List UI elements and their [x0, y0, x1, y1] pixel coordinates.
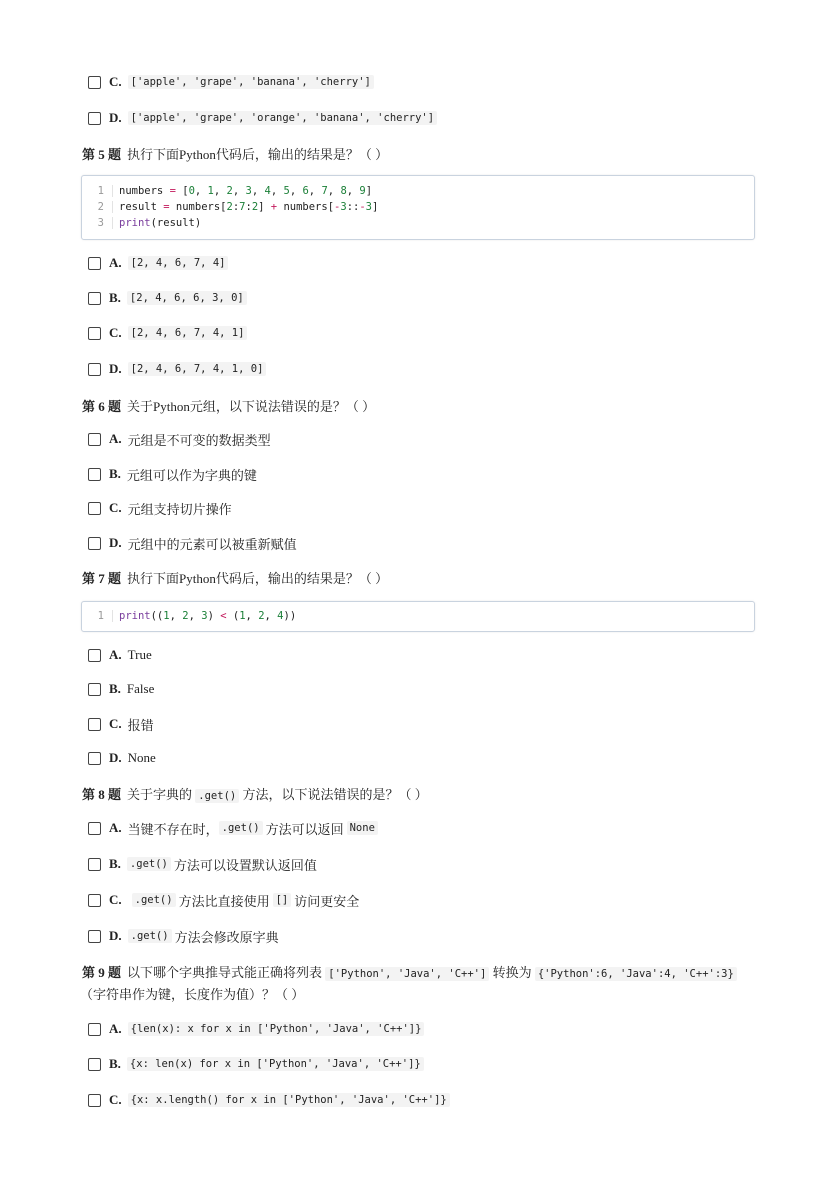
code-token: 1 — [239, 610, 246, 622]
question-number: 第 9 题 — [82, 965, 122, 980]
code-token: , — [270, 185, 284, 197]
code-token: : — [232, 201, 240, 213]
option-d[interactable] — [88, 533, 297, 553]
checkbox[interactable] — [88, 1058, 101, 1071]
option-letter: B. — [109, 856, 121, 871]
inline-code: .get() — [195, 789, 239, 803]
code-token: 4 — [264, 185, 271, 197]
code-token: , — [169, 610, 183, 622]
option-letter: C. — [109, 1092, 122, 1107]
option-text: 元组可以作为字典的键 — [126, 467, 257, 483]
option-code: ['apple', 'grape', 'orange', 'banana', 'cherry'] — [128, 111, 437, 125]
option-c[interactable] — [88, 323, 247, 343]
option-code: [2, 4, 6, 6, 3, 0] — [127, 291, 247, 305]
inline-code: .get() — [219, 821, 263, 835]
code-token: , — [188, 610, 202, 622]
code-token: 7 — [239, 201, 246, 213]
option-code: {x: len(x) for x in ['Python', 'Java', 'C++']} — [127, 1057, 424, 1071]
checkbox[interactable] — [88, 537, 101, 550]
option-letter: A. — [109, 647, 122, 662]
option-d[interactable] — [88, 108, 437, 128]
option-letter: C. — [109, 500, 122, 515]
option-letter: D. — [109, 928, 122, 943]
code-token: - — [334, 201, 341, 213]
code-token: , — [251, 185, 265, 197]
checkbox[interactable] — [88, 257, 101, 270]
option-code: [2, 4, 6, 7, 4, 1, 0] — [128, 362, 267, 376]
code-token: , — [213, 185, 227, 197]
checkbox[interactable] — [88, 76, 101, 89]
option-letter: D. — [109, 110, 122, 125]
code-token: ) — [207, 610, 221, 622]
checkbox[interactable] — [88, 683, 101, 696]
code-token: numbers — [119, 185, 170, 197]
option-letter: D. — [109, 535, 122, 550]
option-b[interactable] — [88, 679, 154, 699]
code-token: < — [220, 610, 227, 622]
checkbox[interactable] — [88, 327, 101, 340]
code-token: : — [245, 201, 252, 213]
code-token: ( — [226, 610, 240, 622]
code-token: print — [119, 217, 151, 229]
option-text: 元组支持切片操作 — [127, 501, 232, 517]
checkbox[interactable] — [88, 894, 101, 907]
option-letter: A. — [109, 255, 122, 270]
code-token: 6 — [302, 185, 309, 197]
code-token: 3 — [365, 201, 372, 213]
option-b[interactable] — [88, 854, 317, 874]
checkbox[interactable] — [88, 292, 101, 305]
option-c[interactable] — [88, 890, 359, 910]
option-a[interactable] — [88, 253, 228, 273]
option-letter: A. — [109, 1021, 122, 1036]
checkbox[interactable] — [88, 930, 101, 943]
inline-code: ['Python', 'Java', 'C++'] — [325, 967, 489, 981]
code-token: ] — [258, 201, 271, 213]
option-code: {x: x.length() for x in ['Python', 'Java', 'C++']} — [128, 1093, 450, 1107]
code-token: , — [245, 610, 259, 622]
question-stem: 关于Python元组，以下说法错误的是？（ ） — [127, 399, 376, 414]
option-code: [2, 4, 6, 7, 4, 1] — [128, 326, 248, 340]
question-stem: 关于字典的 — [127, 787, 193, 802]
code-line — [82, 215, 201, 231]
option-a[interactable] — [88, 429, 271, 449]
code-token: , — [308, 185, 322, 197]
question-stem: 以下哪个字典推导式能正确将列表 — [127, 965, 323, 980]
option-c[interactable] — [88, 498, 232, 518]
checkbox[interactable] — [88, 718, 101, 731]
code-token: 8 — [340, 185, 347, 197]
code-token: , — [194, 185, 208, 197]
option-text: True — [127, 647, 152, 662]
option-b[interactable] — [88, 1054, 424, 1074]
line-number: 2 — [82, 201, 113, 213]
code-token: 2 — [251, 201, 259, 213]
line-number: 1 — [82, 185, 113, 197]
code-token: = — [169, 185, 176, 197]
checkbox[interactable] — [88, 1023, 101, 1036]
option-text: 访问更安全 — [294, 893, 360, 909]
option-letter: C. — [109, 716, 122, 731]
question-8-title — [82, 784, 428, 803]
option-letter: A. — [109, 820, 122, 835]
code-token: :: — [346, 201, 360, 213]
code-block-q7 — [81, 601, 755, 632]
option-text: 方法会修改原字典 — [174, 929, 279, 945]
option-letter: A. — [109, 431, 122, 446]
code-token: 0 — [188, 185, 195, 197]
question-number: 第 6 题 — [82, 399, 122, 414]
option-letter: D. — [109, 361, 122, 376]
code-token: 2 — [226, 185, 233, 197]
question-9-title-line2 — [80, 984, 304, 1003]
inline-code: None — [347, 821, 378, 835]
option-d[interactable] — [88, 748, 156, 768]
option-code: ['apple', 'grape', 'banana', 'cherry'] — [128, 75, 374, 89]
option-letter: B. — [109, 466, 121, 481]
code-token: result — [119, 201, 164, 213]
question-number: 第 5 题 — [82, 147, 122, 162]
code-token: , — [264, 610, 278, 622]
code-token: print — [119, 610, 151, 622]
code-token: ] — [365, 185, 373, 197]
question-stem-line2: （字符串作为键，长度作为值）？（ ） — [80, 987, 305, 1002]
option-d[interactable] — [88, 926, 279, 946]
code-line — [82, 183, 372, 199]
inline-code: .get() — [128, 929, 172, 943]
checkbox[interactable] — [88, 649, 101, 662]
question-stem-tail: 方法，以下说法错误的是？（ ） — [242, 787, 428, 802]
question-6-title — [82, 396, 375, 415]
question-stem: 执行下面Python代码后，输出的结果是？（ ） — [127, 571, 389, 586]
code-token: [ — [175, 185, 189, 197]
code-token: + — [270, 201, 278, 213]
code-token: numbers[ — [277, 201, 335, 213]
inline-code: {'Python':6, 'Java':4, 'C++':3} — [535, 967, 737, 981]
code-token: 2 — [258, 610, 265, 622]
option-a[interactable] — [88, 1019, 424, 1039]
code-token: , — [289, 185, 303, 197]
option-text: 元组中的元素可以被重新赋值 — [127, 536, 297, 552]
option-text: 方法可以返回 — [265, 821, 344, 837]
code-token: 1 — [207, 185, 214, 197]
code-token: 3 — [340, 201, 347, 213]
option-c[interactable] — [88, 72, 374, 92]
code-token: 5 — [283, 185, 290, 197]
code-token: 3 — [245, 185, 252, 197]
option-letter: C. — [109, 892, 122, 907]
option-letter: D. — [109, 750, 122, 765]
option-b[interactable] — [88, 464, 257, 484]
code-token: numbers[ — [169, 201, 227, 213]
option-text: 方法可以设置默认返回值 — [173, 857, 317, 873]
option-letter: B. — [109, 681, 121, 696]
question-5-title — [82, 144, 388, 163]
code-token: - — [359, 201, 366, 213]
inline-code: [] — [273, 893, 292, 907]
checkbox[interactable] — [88, 858, 101, 871]
code-line — [82, 199, 378, 215]
option-text: False — [126, 681, 155, 696]
option-code: {len(x): x for x in ['Python', 'Java', 'C++']} — [128, 1022, 425, 1036]
question-9-title — [82, 962, 737, 981]
code-line — [82, 608, 296, 624]
code-token: )) — [283, 610, 297, 622]
code-token: , — [327, 185, 341, 197]
option-code: [2, 4, 6, 7, 4] — [128, 256, 229, 270]
line-number: 1 — [82, 610, 113, 622]
checkbox[interactable] — [88, 1094, 101, 1107]
checkbox[interactable] — [88, 822, 101, 835]
code-token: (result) — [150, 217, 202, 229]
code-token: , — [232, 185, 246, 197]
question-number: 第 8 题 — [82, 787, 122, 802]
option-text: None — [127, 750, 156, 765]
question-number: 第 7 题 — [82, 571, 122, 586]
option-c[interactable] — [88, 714, 154, 734]
option-a[interactable] — [88, 818, 378, 838]
code-block-q5 — [81, 175, 755, 240]
code-token: 7 — [321, 185, 328, 197]
option-text: 方法比直接使用 — [178, 893, 270, 909]
option-text: 报错 — [127, 717, 154, 733]
code-token: 2 — [226, 201, 233, 213]
code-token: , — [346, 185, 360, 197]
option-d[interactable] — [88, 359, 266, 379]
option-text: 元组是不可变的数据类型 — [127, 432, 271, 448]
code-token: = — [163, 201, 170, 213]
option-b[interactable] — [88, 288, 247, 308]
code-token: ] — [372, 201, 379, 213]
checkbox[interactable] — [88, 468, 101, 481]
option-c[interactable] — [88, 1090, 450, 1110]
question-7-title — [82, 568, 388, 587]
inline-code: .get() — [127, 857, 171, 871]
question-stem-mid: 转换为 — [492, 965, 532, 980]
question-stem: 执行下面Python代码后，输出的结果是？（ ） — [127, 147, 389, 162]
checkbox[interactable] — [88, 112, 101, 125]
checkbox[interactable] — [88, 752, 101, 765]
checkbox[interactable] — [88, 502, 101, 515]
checkbox[interactable] — [88, 433, 101, 446]
option-letter: B. — [109, 1056, 121, 1071]
line-number: 3 — [82, 217, 113, 229]
option-text: 当键不存在时， — [127, 821, 219, 837]
option-letter: C. — [109, 325, 122, 340]
code-token: 3 — [201, 610, 208, 622]
code-token: 9 — [359, 185, 366, 197]
option-a[interactable] — [88, 645, 152, 665]
option-letter: B. — [109, 290, 121, 305]
code-token: 2 — [182, 610, 189, 622]
code-token: 4 — [277, 610, 284, 622]
inline-code: .get() — [132, 893, 176, 907]
code-token: 1 — [163, 610, 170, 622]
option-letter: C. — [109, 74, 122, 89]
checkbox[interactable] — [88, 363, 101, 376]
code-token: (( — [150, 610, 164, 622]
